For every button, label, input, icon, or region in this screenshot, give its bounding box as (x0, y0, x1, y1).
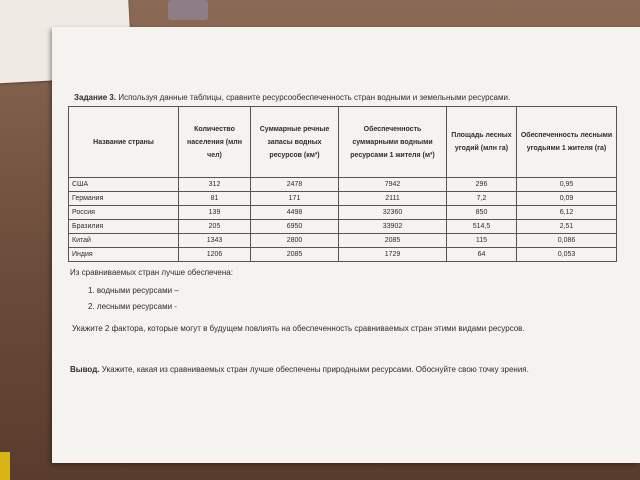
table-cell: 850 (447, 206, 517, 220)
table-cell: 139 (179, 206, 251, 220)
list-item-forest: 2. лесными ресурсами - (88, 302, 177, 311)
header-water-reserves: Суммарные речные запасы водных ресурсов (км³) (251, 107, 339, 178)
header-forest-per-capita: Обеспеченность лесными угодьями 1 жителя (га) (517, 107, 617, 178)
table-cell: 2085 (251, 248, 339, 262)
table-row (69, 220, 617, 234)
table-cell: Индия (69, 248, 179, 262)
list-item-water: 1. водными ресурсами – (88, 286, 179, 295)
header-population: Количество населения (млн чел) (179, 107, 251, 178)
table-cell: 514,5 (447, 220, 517, 234)
table-cell: 33902 (339, 220, 447, 234)
table-row (69, 234, 617, 248)
conclusion-section (66, 365, 626, 374)
factors-question: Укажите 2 фактора, которые могут в будущем повлиять на обеспеченность сравниваемых стран этими видами ресурсов. (72, 324, 525, 333)
table-cell: 6950 (251, 220, 339, 234)
table-cell: 0,09 (517, 192, 617, 206)
table-cell: 115 (447, 234, 517, 248)
table-cell: 2,51 (517, 220, 617, 234)
question-intro: Из сравниваемых стран лучше обеспечена: (70, 268, 233, 277)
table-cell: 2800 (251, 234, 339, 248)
table-cell: 64 (447, 248, 517, 262)
table-row (69, 206, 617, 220)
table-cell: США (69, 178, 179, 192)
table-cell: 0,95 (517, 178, 617, 192)
table-cell: 296 (447, 178, 517, 192)
table-cell: 1206 (179, 248, 251, 262)
table-cell: 81 (179, 192, 251, 206)
table-cell: 7,2 (447, 192, 517, 206)
table-row (69, 178, 617, 192)
table-cell: 4498 (251, 206, 339, 220)
table-cell: 2478 (251, 178, 339, 192)
table-cell: 32360 (339, 206, 447, 220)
table-cell: Россия (69, 206, 179, 220)
table-cell: 1729 (339, 248, 447, 262)
table-cell: 312 (179, 178, 251, 192)
table-cell: Бразилия (69, 220, 179, 234)
table-cell: 2111 (339, 192, 447, 206)
background-object (168, 0, 208, 20)
task-label: Задание 3. (74, 93, 117, 102)
conclusion-label: Вывод. (70, 365, 100, 374)
table-header-row (69, 107, 617, 178)
table-row (69, 192, 617, 206)
answer-list (88, 284, 626, 314)
worksheet-content (66, 93, 626, 374)
table-cell: 171 (251, 192, 339, 206)
table-cell: 205 (179, 220, 251, 234)
table-cell: Китай (69, 234, 179, 248)
table-cell: 6,12 (517, 206, 617, 220)
table-cell: 2085 (339, 234, 447, 248)
table-cell: 7942 (339, 178, 447, 192)
table-cell: 1343 (179, 234, 251, 248)
task-heading (74, 93, 626, 102)
resources-table (68, 106, 617, 262)
header-water-per-capita: Обеспеченность суммарными водными ресурсами 1 жителя (м³) (339, 107, 447, 178)
table-cell: 0,086 (517, 234, 617, 248)
header-country: Название страны (69, 107, 179, 178)
yellow-object (0, 452, 10, 480)
conclusion-text: Укажите, какая из сравниваемых стран лучше обеспечены природными ресурсами. Обоснуйте свою точку зрения. (101, 365, 529, 374)
table-cell: 0,053 (517, 248, 617, 262)
table-cell: Германия (69, 192, 179, 206)
worksheet-page (52, 27, 640, 463)
header-forest-area: Площадь лесных угодий (млн га) (447, 107, 517, 178)
task-text: Используя данные таблицы, сравните ресурсообеспеченность стран водными и земельными ресурсами. (118, 93, 511, 102)
table-row (69, 248, 617, 262)
